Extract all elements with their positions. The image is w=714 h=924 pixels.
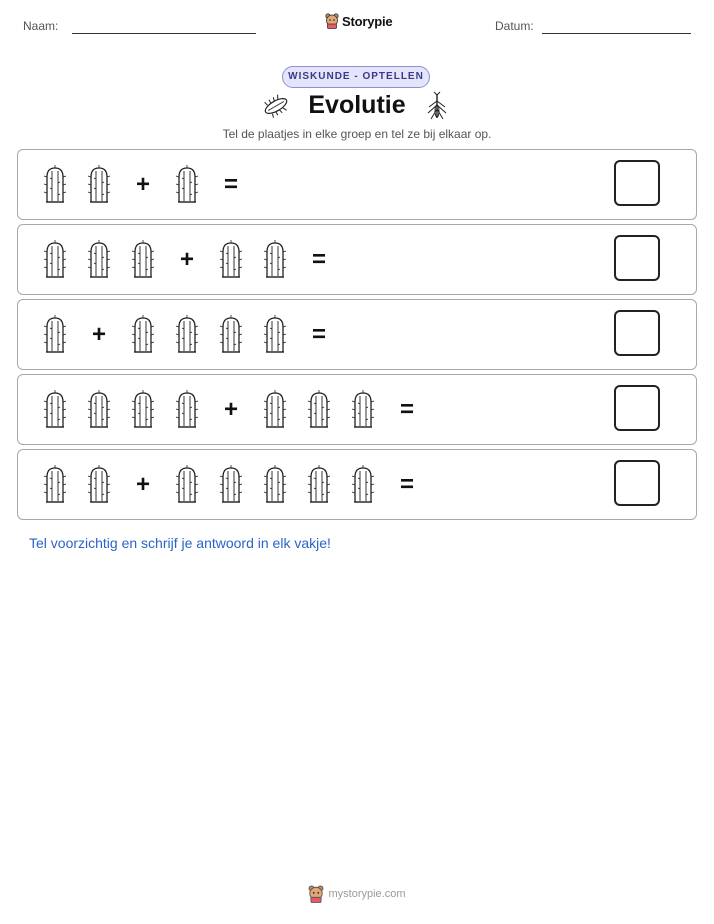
problem-expression: [43, 464, 439, 505]
cactus-icon: [175, 315, 199, 355]
cactus-icon: [307, 465, 331, 505]
cactus-icon: [131, 240, 155, 280]
cactus-icon: [175, 390, 199, 430]
equals-sign: =: [223, 170, 238, 198]
cactus-icon: [43, 240, 67, 280]
plus-sign: +: [91, 320, 106, 348]
equals-sign: =: [399, 470, 414, 498]
equals-sign: =: [399, 395, 414, 423]
cactus-icon: [43, 465, 67, 505]
cactus-icon: [351, 465, 375, 505]
storypie-bear-icon: [308, 885, 324, 903]
footer-site: mystorypie.com: [328, 888, 406, 900]
cactus-icon: [131, 390, 155, 430]
name-label: Naam:: [23, 19, 59, 33]
instruction-text: Tel voorzichtig en schrijf je antwoord in elk vakje!: [29, 535, 331, 551]
problem-row: [17, 449, 697, 520]
date-label: Datum:: [495, 19, 534, 33]
problem-row: [17, 149, 697, 220]
cactus-icon: [351, 390, 375, 430]
page-title: Evolutie: [308, 91, 406, 119]
plus-sign: +: [179, 245, 194, 273]
problem-expression: [43, 164, 263, 205]
footer: [0, 885, 714, 903]
cactus-icon: [263, 390, 287, 430]
cactus-icon: [87, 465, 111, 505]
cactus-icon: [87, 240, 111, 280]
equals-sign: =: [311, 320, 326, 348]
answer-box[interactable]: [614, 385, 660, 431]
topic-badge: WISKUNDE - OPTELLEN: [282, 66, 430, 88]
cactus-icon: [263, 465, 287, 505]
subtitle: Tel de plaatjes in elke groep en tel ze bij elkaar op.: [222, 127, 492, 141]
cactus-icon: [87, 390, 111, 430]
brand-name: Storypie: [342, 13, 393, 29]
cactus-icon: [175, 165, 199, 205]
answer-box[interactable]: [614, 310, 660, 356]
cactus-icon: [263, 240, 287, 280]
plus-sign: +: [135, 170, 150, 198]
equals-sign: =: [311, 245, 326, 273]
plus-sign: +: [223, 395, 238, 423]
cactus-icon: [219, 465, 243, 505]
problem-row: [17, 299, 697, 370]
name-field-line[interactable]: [72, 33, 256, 34]
cactus-icon: [263, 315, 287, 355]
answer-box[interactable]: [614, 160, 660, 206]
cactus-icon: [307, 390, 331, 430]
problem-expression: [43, 314, 351, 355]
cactus-icon: [219, 315, 243, 355]
cactus-icon: [43, 390, 67, 430]
problem-list: [17, 149, 697, 524]
cactus-icon: [131, 315, 155, 355]
cactus-icon: [43, 315, 67, 355]
answer-box[interactable]: [614, 460, 660, 506]
insect-icon: [425, 91, 449, 121]
brand-logo: [325, 13, 392, 29]
storypie-bear-icon: [325, 13, 339, 29]
problem-row: [17, 374, 697, 445]
date-field-line[interactable]: [542, 33, 691, 34]
cactus-icon: [43, 165, 67, 205]
problem-row: [17, 224, 697, 295]
problem-expression: [43, 239, 351, 280]
plus-sign: +: [135, 470, 150, 498]
answer-box[interactable]: [614, 235, 660, 281]
cactus-icon: [175, 465, 199, 505]
cactus-icon: [219, 240, 243, 280]
problem-expression: [43, 389, 439, 430]
cactus-icon: [87, 165, 111, 205]
